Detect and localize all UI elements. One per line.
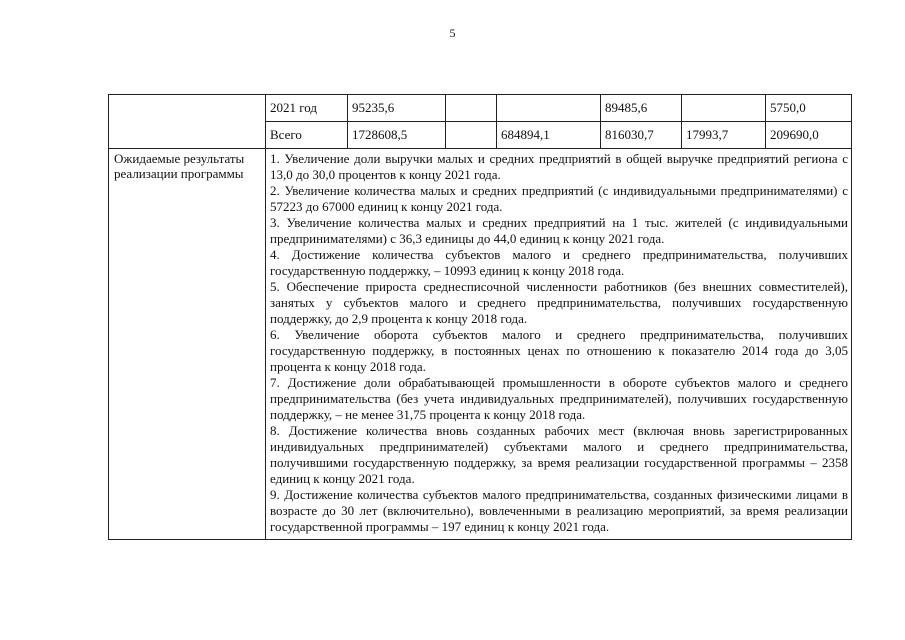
- result-item-2: 2. Увеличение количества малых и средних предприятий (с индивидуальными предпринимателями) с 57223 до 67000 единиц к концу 2021 года.: [270, 183, 848, 214]
- results-row: [109, 149, 852, 540]
- finance-cell-federal: [446, 95, 497, 122]
- finance-cell-extrabudgetary: 209690,0: [766, 122, 852, 149]
- result-item-6: 6. Увеличение оборота субъектов малого и среднего предпринимательства, получивших государственную поддержку, в постоянных ценах по отношению к показателю 2014 года до 3,05 процента к концу 2018 года.: [270, 327, 848, 374]
- page-number: 5: [449, 26, 456, 40]
- result-item-9: 9. Достижение количества субъектов малого предпринимательства, созданных физическими лицами в возрасте до 30 лет (включительно), вовлеченными в реализацию мероприятий, за время реализации государственной программы – 197 единиц к концу 2021 года.: [270, 487, 848, 534]
- finance-cell-regional: 684894,1: [497, 122, 601, 149]
- finance-row-2021: [109, 95, 852, 122]
- result-item-1: 1. Увеличение доли выручки малых и средних предприятий в общей выручке предприятий региона с 13,0 до 30,0 процентов к концу 2021 года.: [270, 151, 848, 182]
- finance-cell-regional-own: 816030,7: [601, 122, 682, 149]
- result-item-5: 5. Обеспечение прироста среднесписочной численности работников (без внешних совместителей), занятых у субъектов малого и среднего предпринимательства, получивших государственную поддержку, до 2,9 процента к концу 2018 года.: [270, 279, 848, 326]
- finance-cell-federal: [446, 122, 497, 149]
- finance-cell-year: Всего: [266, 122, 348, 149]
- results-list: [266, 149, 852, 540]
- result-item-4: 4. Достижение количества субъектов малого и среднего предпринимательства, получивших государственную поддержку, – 10993 единиц к концу 2018 года.: [270, 247, 848, 278]
- finance-cell-extrabudgetary: 5750,0: [766, 95, 852, 122]
- results-label: Ожидаемые результаты реализации программы: [109, 149, 266, 540]
- finance-cell-total: 1728608,5: [348, 122, 446, 149]
- program-passport-table: [108, 94, 852, 540]
- finance-cell-local: 17993,7: [682, 122, 766, 149]
- finance-cell-total: 95235,6: [348, 95, 446, 122]
- finance-cell-regional: [497, 95, 601, 122]
- result-item-8: 8. Достижение количества вновь созданных рабочих мест (включая вновь зарегистрированных индивидуальных предпринимателей) субъектами малого и среднего предпринимательства, получившими государственную поддержку, за время реализации государственной программы – 2358 единиц к концу 2021 года.: [270, 423, 848, 486]
- finance-cell-year: 2021 год: [266, 95, 348, 122]
- result-item-7: 7. Достижение доли обрабатывающей промышленности в обороте субъектов малого и среднего предпринимательства (без учета индивидуальных предпринимателей), получивших государственную поддержку, – не менее 31,75 процента к концу 2018 года.: [270, 375, 848, 422]
- finance-cell-regional-own: 89485,6: [601, 95, 682, 122]
- finance-label-cell: [109, 95, 266, 149]
- finance-cell-local: [682, 95, 766, 122]
- result-item-3: 3. Увеличение количества малых и средних предприятий на 1 тыс. жителей (с индивидуальными предпринимателями) с 36,3 единицы до 44,0 единиц к концу 2021 года.: [270, 215, 848, 246]
